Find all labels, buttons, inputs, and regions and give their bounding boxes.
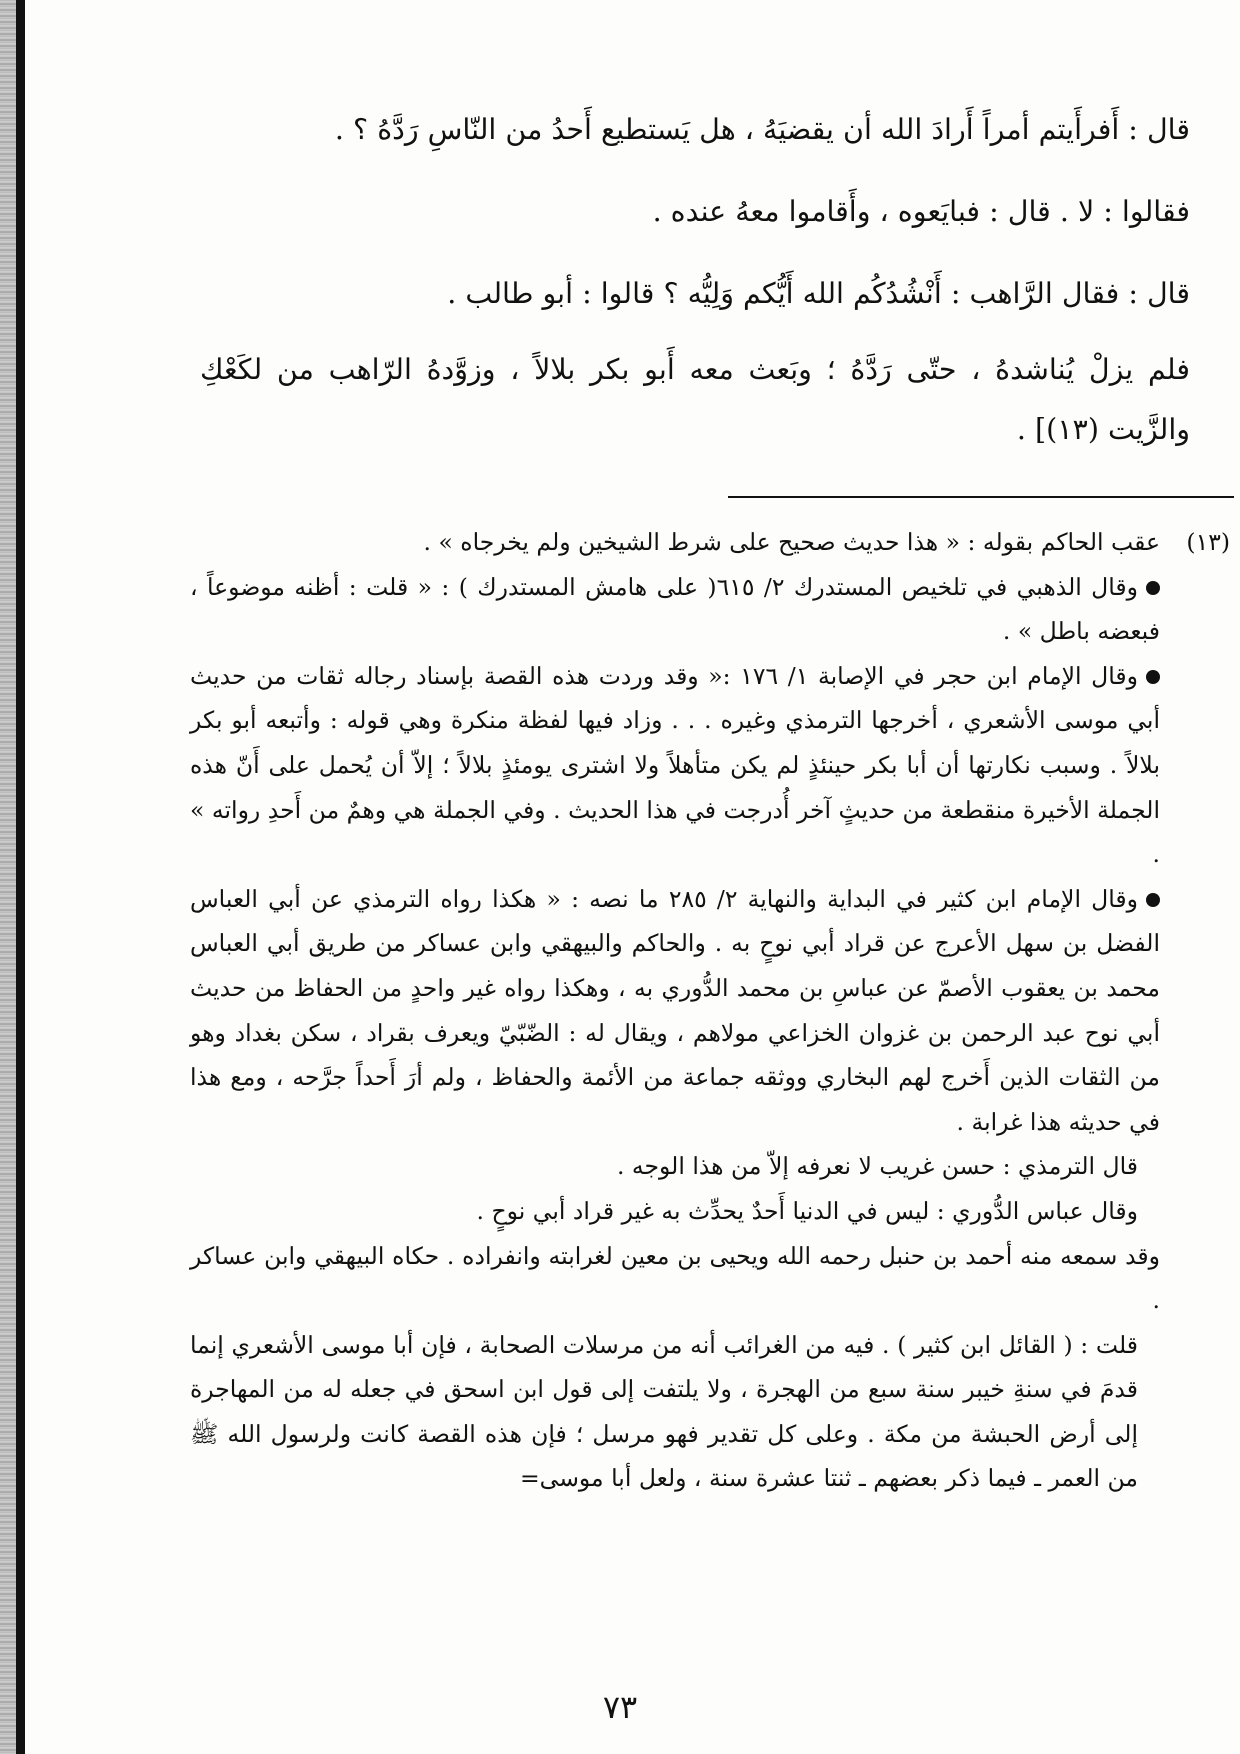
footnotes [190,520,1230,1501]
main-paragraph-2: فقالوا : لا . قال : فبايَعوه ، وأَقاموا معهُ عنده . [652,195,1190,228]
footnote-line-1: عقب الحاكم بقوله : « هذا حديث صحيح على شرط الشيخين ولم يخرجاه » . [423,528,1160,556]
main-paragraph-4: فلم يزلْ يُناشدهُ ، حتّى رَدَّهُ ؛ وبَعث معه أَبو بكر بلالاً ، وزوَّدهُ الرّاهب من لكَعْكِ والزَّيت (١٣)] . [200,353,1190,446]
page-number: ٧٣ [602,1688,638,1726]
footnote-line-3: وقال الإمام ابن حجر في الإصابة ١/ ١٧٦ :« وقد وردت هذه القصة بإسناد رجاله ثقات من حديث أبي موسى الأشعري ، أخرجها الترمذي وغيره . . . وزاد فيها لفظة منكرة وهي قوله : وأتبعه أبو بكر بلالاً . وسبب نكارتها أن أبا بكر حينئذٍ لم يكن متأهلاً ولا اشترى يومئذٍ بلالاً ؛ إلاّ أن يُحمل على أَنّ هذه الجملة الأخيرة منقطعة من حديثٍ آخر أُدرجت في هذا الحديث . وفي الجملة هي وهمٌ من أَحدِ رواته » . [190,661,1160,869]
footnote-item-dhahabi [190,565,1160,654]
main-paragraph-3: قال : فقال الرَّاهب : أَنْشُدُكُم الله أَيُّكم وَلِيُّه ؟ قالوا : أبو طالب . [447,277,1190,310]
footnote-separator [728,496,1234,498]
footnote-line-4: وقال الإمام ابن كثير في البداية والنهاية ٢/ ٢٨٥ ما نصه : « هكذا رواه الترمذي عن أبي العباس الفضل بن سهل الأعرج عن قراد أبي نوحٍ به . والحاكم والبيهقي وابن عساكر من طريق أبي العباس محمد بن يعقوب الأصمّ عن عباسِ بن محمد الدُّوري به ، وهكذا رواه غير واحدٍ من الحفاظ من حديث أبي نوح عبد الرحمن بن غزوان الخزاعي مولاهم ، ويقال له : الضّبّيّ ويعرف بقراد ، سكن بغداد وهو من الثقات الذين أَخرج لهم البخاري ووثقه جماعة من الأئمة والحفاظ ، ولم أرَ أَحداً جرَّحه ، ومع هذا في حديثه هذا غرابة . [190,884,1160,1136]
scan-binding-edge [0,0,16,1754]
footnote-line-5: قال الترمذي : حسن غريب لا نعرفه إلاّ من هذا الوجه . [616,1152,1138,1181]
footnote-line-2: وقال الذهبي في تلخيص المستدرك ٢/ ٦١٥( على هامش المستدرك ) : « قلت : أظنه موضوعاً ، فبعضه باطل » . [190,572,1160,646]
footnote-line-8: قلت : ( القائل ابن كثير ) . فيه من الغرائب أنه من مرسلات الصحابة ، فإن أبا موسى الأشعري إنما قدمَ في سنةِ خيبر سنة سبع من الهجرة ، ولا يلتفت إلى قول ابن اسحق في جعله له من المهاجرة إلى أرض الحبشة من مكة . وعلى كل تقدير فهو مرسل ؛ فإن هذه القصة كانت ولرسول الله ﷺ من العمر ـ فيما ذكر بعضهم ـ ثنتا عشرة سنة ، ولعل أبا موسى= [190,1330,1138,1493]
scan-shadow-strip [16,0,25,1754]
footnote-line-6: وقال عباس الدُّوري : ليس في الدنيا أَحدٌ يحدِّث به غير قراد أبي نوحٍ . [476,1196,1138,1225]
main-paragraph-1: قال : أَفرأَيتم أمراً أَرادَ الله أن يقضيَهُ ، هل يَستطيع أَحدُ من النّاسِ رَدَّهُ ؟ . [334,113,1190,146]
bullet-icon [1146,893,1160,907]
bullet-icon [1146,670,1160,684]
footnote-line-7: وقد سمعه منه أحمد بن حنبل رحمه الله ويحيى بن معين لغرابته وانفراده . حكاه البيهقي وابن عساكر . [190,1241,1160,1315]
footnote-item-ibn-hajar [190,654,1160,877]
bullet-icon [1146,581,1160,595]
footnote-number: (١٣) [1186,528,1230,556]
footnote-item-ibn-kathir [190,877,1160,1145]
